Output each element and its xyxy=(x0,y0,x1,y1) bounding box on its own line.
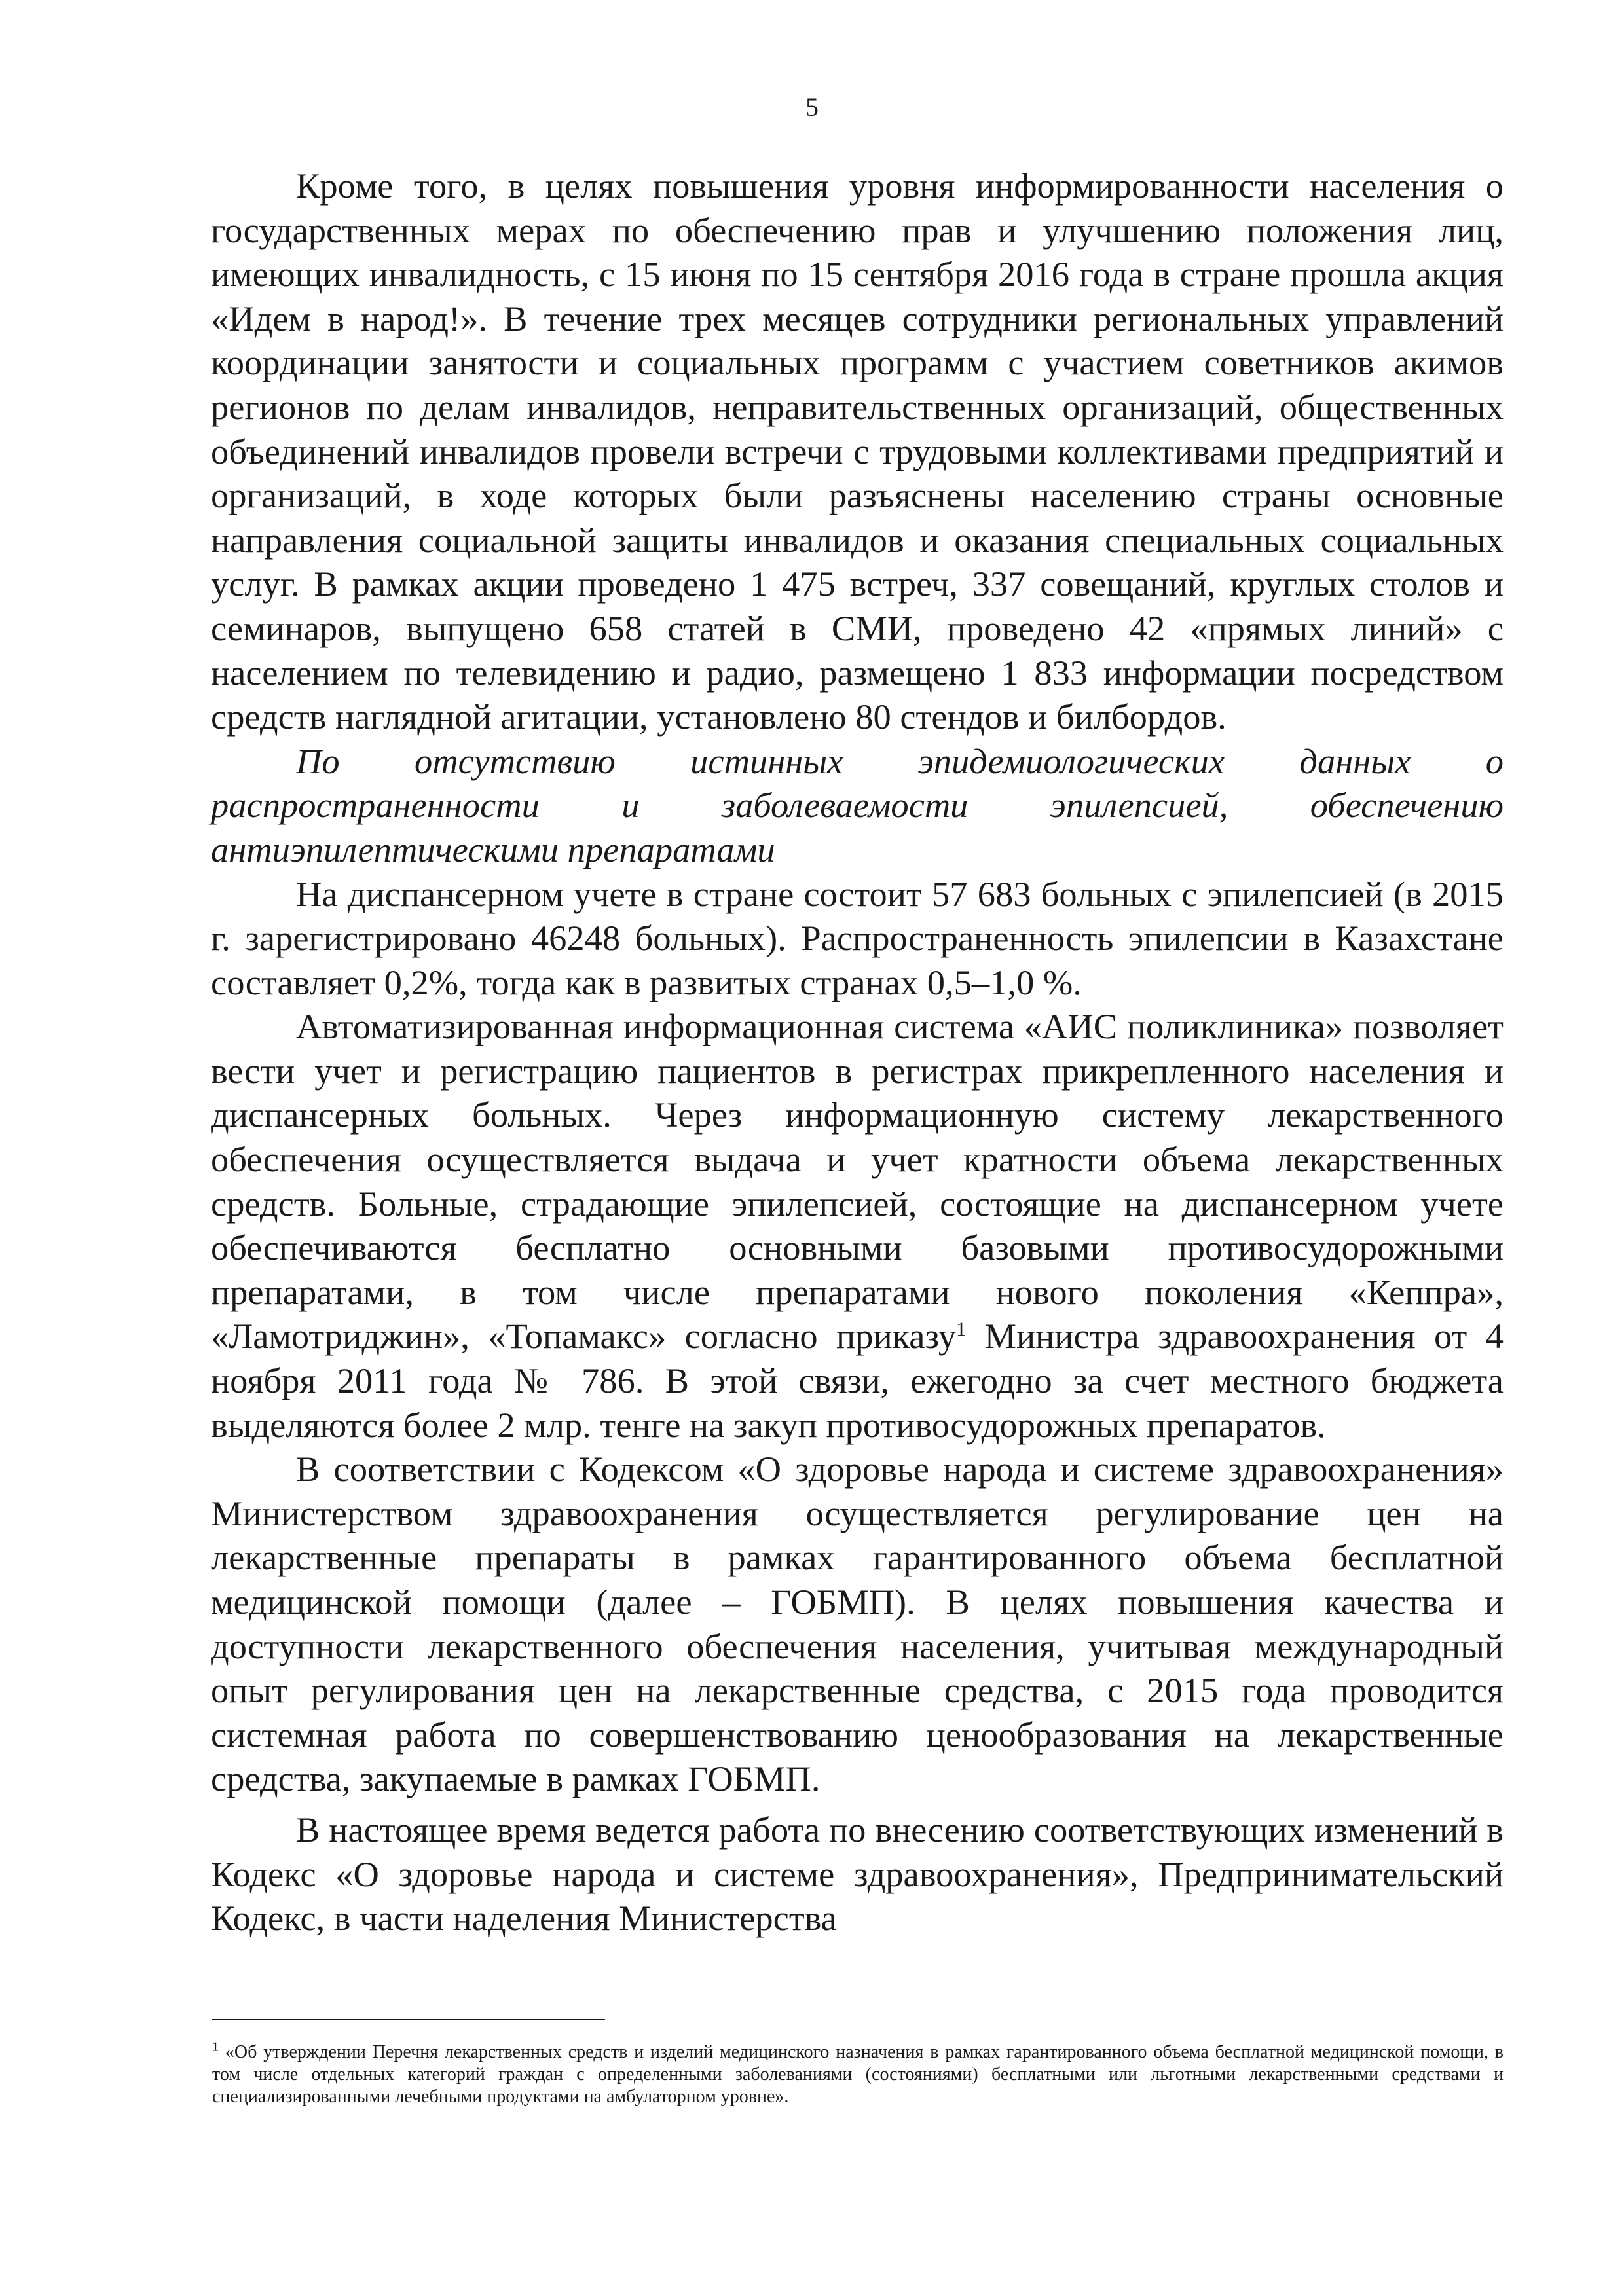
paragraph-epilepsy-statistics: На диспансерном учете в стране состоит 57 683 больных с эпилепсией (в 2015 г. зарегистрировано 46248 больных). Распространенность эпилепсии в Казахстане составляет 0,2%, тогда как в развитых странах 0,5–1,0 %. xyxy=(211,873,1504,1002)
footnote-text: «Об утверждении Перечня лекарственных средств и изделий медицинского назначения в рамках гарантированного объема бесплатной медицинской помощи, в том числе отдельных категорий граждан с определенными заболеваниями (состояниями) бесплатными или льготными лекарственными средствами и специализированными лечебными продуктами на амбулаторном уровне». xyxy=(212,2042,1504,2107)
page-number: 5 xyxy=(805,92,819,122)
footnote-reference: 1 xyxy=(956,1319,967,1341)
paragraph-ais-text-part2: Министра здравоохранения от 4 ноября 2011 года № 786. В этой связи, ежегодно за счет местного бюджета выделяются более 2 млр. тенге на закуп противосудорожных препаратов. xyxy=(211,1316,1504,1445)
document-body xyxy=(211,164,1504,1941)
footnote xyxy=(212,2041,1504,2108)
footnote-separator xyxy=(212,2019,605,2020)
paragraph-ais-polyclinic xyxy=(211,1004,1504,1447)
section-heading-epilepsy: По отсутствию истинных эпидемиологических данных о распространенности и заболеваемости эпилепсией, обеспечению антиэпилептическими препаратами xyxy=(211,740,1504,869)
footnote-mark: 1 xyxy=(212,2039,219,2054)
paragraph-ais-text-part1: Автоматизированная информационная система «АИС поликлиника» позволяет вести учет и регистрацию пациентов в регистрах прикрепленного населения и диспансерных больных. Через информационную систему лекарственного обеспечения осуществляется выдача и учет кратности объема лекарственных средств. Больные, страдающие эпилепсией, состоящие на диспансерном учете обеспечиваются бесплатно основными базовыми противосудорожными препаратами, в том числе препаратами нового поколения «Кеппра», «Ламотриджин», «Топамакс» согласно приказу xyxy=(211,1006,1504,1357)
paragraph-code-amendments: В настоящее время ведется работа по внесению соответствующих изменений в Кодекс «О здоровье народа и системе здравоохранения», Предпринимательский Кодекс, в части наделения Министерства xyxy=(211,1809,1504,1939)
paragraph-price-regulation: В соответствии с Кодексом «О здоровье народа и системе здравоохранения» Министерством здравоохранения осуществляется регулирование цен на лекарственные препараты в рамках гарантированного объема бесплатной медицинской помощи (далее – ГОБМП). В целях повышения качества и доступности лекарственного обеспечения населения, учитывая международный опыт регулирования цен на лекарственные средства, с 2015 года проводится системная работа по совершенствованию ценообразования на лекарственные средства, закупаемые в рамках ГОБМП. xyxy=(211,1449,1504,1799)
paragraph-awareness-campaign: Кроме того, в целях повышения уровня информированности населения о государственных мерах по обеспечению прав и улучшению положения лиц, имеющих инвалидность, с 15 июня по 15 сентября 2016 года в стране прошла акция «Идем в народ!». В течение трех месяцев сотрудники региональных управлений координации занятости и социальных программ с участием советников акимов регионов по делам инвалидов, неправительственных организаций, общественных объединений инвалидов провели встречи с трудовыми коллективами предприятий и организаций, в ходе которых были разъяснены населению страны основные направления социальной защиты инвалидов и оказания специальных социальных услуг. В рамках акции проведено 1 475 встреч, 337 совещаний, круглых столов и семинаров, выпущено 658 статей в СМИ, проведено 42 «прямых линий» с населением по телевидению и радио, размещено 1 833 информации посредством средств наглядной агитации, установлено 80 стендов и билбордов. xyxy=(211,166,1504,737)
